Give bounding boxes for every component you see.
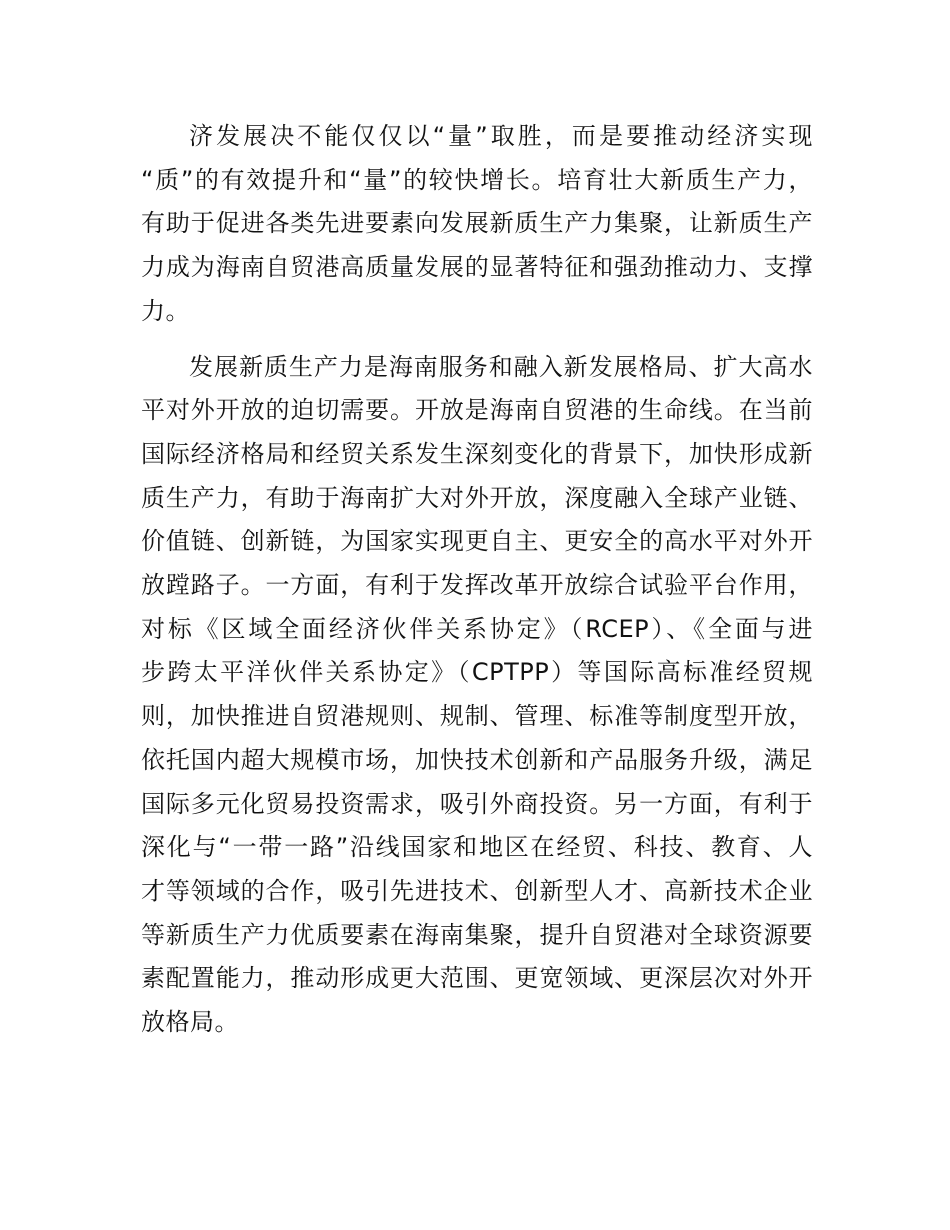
paragraph-line: 素配置能力，推动形成更大范围、更宽领域、更深层次对外开: [141, 964, 813, 993]
paragraph-line: 发展新质生产力是海南服务和融入新发展格局、扩大高水: [189, 352, 813, 381]
paragraph-line: 放蹚路子。一方面，有利于发挥改革开放综合试验平台作用，: [141, 571, 813, 600]
paragraph-line: 依托国内超大规模市场，加快技术创新和产品服务升级，满足: [141, 745, 813, 774]
document-body: [141, 115, 813, 1057]
paragraph-line: 价值链、创新链，为国家实现更自主、更安全的高水平对外开: [141, 527, 813, 556]
paragraph-line: “质”的有效提升和“量”的较快增长。培育壮大新质生产力，: [141, 165, 813, 194]
paragraph-line: 国际经济格局和经贸关系发生深刻变化的背景下，加快形成新: [141, 439, 813, 468]
paragraph-1: [141, 115, 813, 334]
paragraph-line: 有助于促进各类先进要素向发展新质生产力集聚，让新质生产: [141, 209, 813, 238]
paragraph-line: 对标《区域全面经济伙伴关系协定》（RCEP）、《全面与进: [141, 614, 813, 643]
paragraph-line: 则，加快推进自贸港规则、规制、管理、标准等制度型开放，: [141, 702, 813, 731]
paragraph-line: 力。: [141, 296, 190, 325]
paragraph-line: 国际多元化贸易投资需求，吸引外商投资。另一方面，有利于: [141, 789, 813, 818]
paragraph-line: 才等领域的合作，吸引先进技术、创新型人才、高新技术企业: [141, 876, 813, 905]
paragraph-line: 深化与“一带一路”沿线国家和地区在经贸、科技、教育、人: [141, 833, 813, 862]
paragraph-line: 质生产力，有助于海南扩大对外开放，深度融入全球产业链、: [141, 483, 813, 512]
paragraph-line: 放格局。: [141, 1008, 239, 1037]
paragraph-2: [141, 346, 813, 1045]
paragraph-line: 步跨太平洋伙伴关系协定》（CPTPP）等国际高标准经贸规: [141, 658, 813, 687]
paragraph-line: 平对外开放的迫切需要。开放是海南自贸港的生命线。在当前: [141, 396, 813, 425]
paragraph-line: 济发展决不能仅仅以“量”取胜，而是要推动经济实现: [189, 122, 813, 150]
paragraph-line: 等新质生产力优质要素在海南集聚，提升自贸港对全球资源要: [141, 920, 813, 949]
paragraph-line: 力成为海南自贸港高质量发展的显著特征和强劲推动力、支撑: [141, 253, 813, 282]
